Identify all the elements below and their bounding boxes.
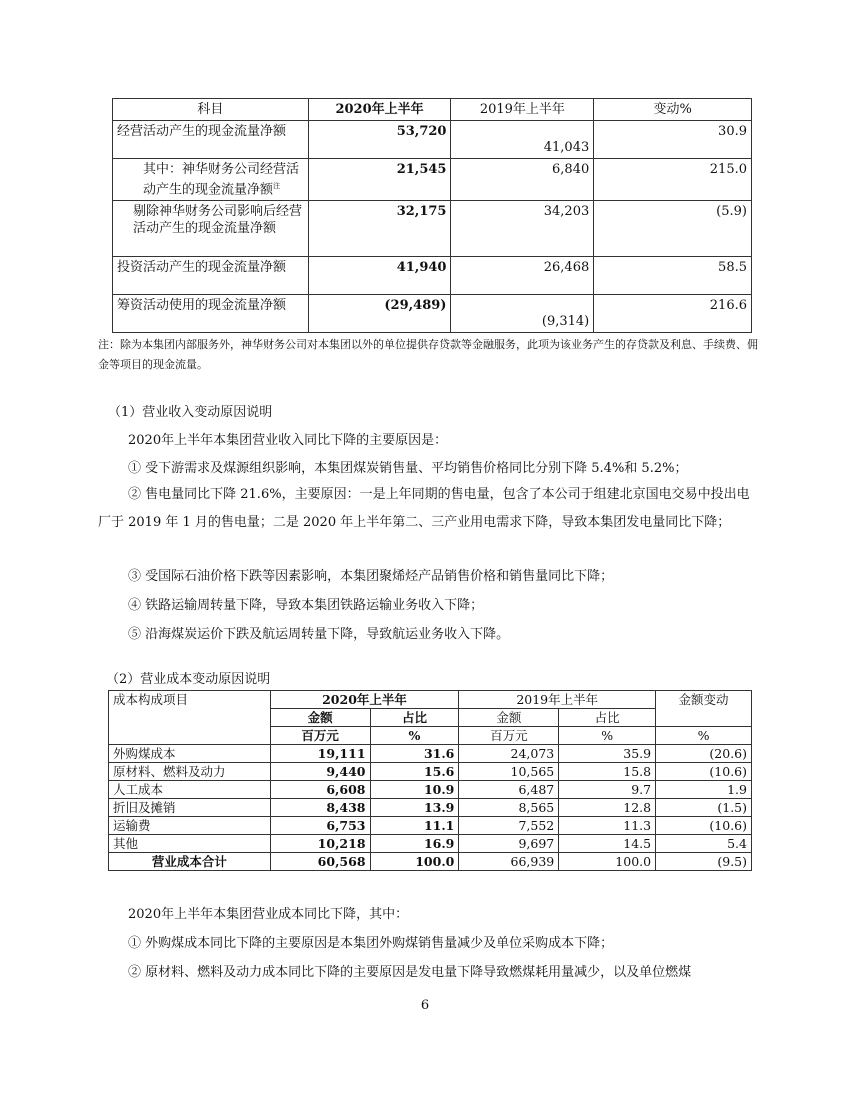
value-change: 216.6 bbox=[594, 295, 752, 333]
table-header-row bbox=[109, 691, 752, 709]
total-label: 营业成本合计 bbox=[109, 853, 271, 871]
header-amount: 金额 bbox=[459, 709, 559, 727]
amount-2020: 9,440 bbox=[270, 763, 370, 781]
header-subject: 科目 bbox=[113, 99, 309, 121]
table-row bbox=[113, 295, 752, 333]
row-label: 投资活动产生的现金流量净额 bbox=[113, 257, 309, 295]
section1-item: ② 售电量同比下降 21.6%，主要原因：一是上年同期的售电量，包含了本公司于组建北京国电交易中投出电厂于 2019 年 1 月的售电量；二是 2020 年上半年第二、三产业用电需求下降，导致本集团发电量同比下降； bbox=[98, 487, 750, 530]
value-2020: 21,545 bbox=[308, 159, 451, 201]
cash-flow-table bbox=[112, 98, 752, 333]
cost-table bbox=[108, 690, 752, 871]
value-2019: 6,840 bbox=[451, 159, 594, 201]
header-2020: 2020年上半年 bbox=[308, 99, 451, 121]
section1-heading: （1）营业收入变动原因说明 bbox=[108, 405, 273, 420]
header-unit: % bbox=[656, 727, 752, 745]
table-row bbox=[109, 817, 752, 835]
share-2020: 15.6 bbox=[370, 763, 459, 781]
page-number: 6 bbox=[420, 998, 430, 1013]
header-change: 变动% bbox=[594, 99, 752, 121]
footnote-marker: 注 bbox=[273, 182, 281, 190]
value-2019: 41,043 bbox=[451, 121, 594, 159]
row-label bbox=[113, 159, 309, 201]
value-2020: (29,489) bbox=[308, 295, 451, 333]
table-row bbox=[113, 201, 752, 257]
table-row bbox=[113, 257, 752, 295]
section2-intro: 2020年上半年本集团营业成本同比下降，其中： bbox=[128, 907, 409, 922]
share-2019: 9.7 bbox=[559, 781, 656, 799]
share-2019: 12.8 bbox=[559, 799, 656, 817]
table-header-row bbox=[113, 99, 752, 121]
value-change: 215.0 bbox=[594, 159, 752, 201]
table-row bbox=[109, 745, 752, 763]
amount-2020: 19,111 bbox=[270, 745, 370, 763]
section2-item: ① 外购煤成本同比下降的主要原因是本集团外购煤销售量减少及单位采购成本下降； bbox=[128, 936, 614, 951]
share-2019: 15.8 bbox=[559, 763, 656, 781]
row-label: 原材料、燃料及动力 bbox=[109, 763, 271, 781]
header-share: 占比 bbox=[370, 709, 459, 727]
table-row bbox=[113, 121, 752, 159]
value-2020: 41,940 bbox=[308, 257, 451, 295]
row-label: 折旧及摊销 bbox=[109, 799, 271, 817]
section1-item: ① 受下游需求及煤源组织影响，本集团煤炭销售量、平均销售价格同比分别下降 5.4%和 5.2%； bbox=[128, 461, 688, 476]
total-change: (9.5) bbox=[656, 853, 752, 871]
share-2019: 11.3 bbox=[559, 817, 656, 835]
section1-item: ⑤ 沿海煤炭运价下跌及航运周转量下降，导致航运业务收入下降。 bbox=[128, 627, 510, 642]
amount-2020: 6,608 bbox=[270, 781, 370, 799]
total-share-2019: 100.0 bbox=[559, 853, 656, 871]
amount-2019: 9,697 bbox=[459, 835, 559, 853]
header-unit: 百万元 bbox=[270, 727, 370, 745]
row-label: 外购煤成本 bbox=[109, 745, 271, 763]
amount-2020: 8,438 bbox=[270, 799, 370, 817]
value-2019: 26,468 bbox=[451, 257, 594, 295]
amount-2020: 6,753 bbox=[270, 817, 370, 835]
table-note: 注：除为本集团内部服务外，神华财务公司对本集团以外的单位提供存贷款等金融服务，此项为该业务产生的存贷款及利息、手续费、佣金等项目的现金流量。 bbox=[98, 338, 758, 371]
amount-2020: 10,218 bbox=[270, 835, 370, 853]
amount-2019: 24,073 bbox=[459, 745, 559, 763]
table-row bbox=[109, 799, 752, 817]
share-2020: 31.6 bbox=[370, 745, 459, 763]
amount-change: (20.6) bbox=[656, 745, 752, 763]
header-unit: 百万元 bbox=[459, 727, 559, 745]
amount-2019: 10,565 bbox=[459, 763, 559, 781]
table-row bbox=[109, 763, 752, 781]
section2-item: ② 原材料、燃料及动力成本同比下降的主要原因是发电量下降导致燃煤耗用量减少，以及单位燃煤 bbox=[128, 965, 692, 980]
row-label: 筹资活动使用的现金流量净额 bbox=[113, 295, 309, 333]
total-share-2020: 100.0 bbox=[370, 853, 459, 871]
header-change: 金额变动 bbox=[656, 691, 752, 727]
amount-change: (10.6) bbox=[656, 817, 752, 835]
row-label: 人工成本 bbox=[109, 781, 271, 799]
share-2019: 35.9 bbox=[559, 745, 656, 763]
share-2020: 13.9 bbox=[370, 799, 459, 817]
row-label-text: 其中：神华财务公司经营活动产生的现金流量净额 bbox=[143, 162, 300, 198]
header-unit: % bbox=[370, 727, 459, 745]
amount-change: 5.4 bbox=[656, 835, 752, 853]
header-2019: 2019年上半年 bbox=[459, 691, 656, 709]
row-label: 运输费 bbox=[109, 817, 271, 835]
amount-change: 1.9 bbox=[656, 781, 752, 799]
amount-2019: 7,552 bbox=[459, 817, 559, 835]
header-share: 占比 bbox=[559, 709, 656, 727]
amount-2019: 6,487 bbox=[459, 781, 559, 799]
value-change: 30.9 bbox=[594, 121, 752, 159]
amount-2019: 8,565 bbox=[459, 799, 559, 817]
share-2019: 14.5 bbox=[559, 835, 656, 853]
amount-change: (1.5) bbox=[656, 799, 752, 817]
total-amount-2020: 60,568 bbox=[270, 853, 370, 871]
header-item: 成本构成项目 bbox=[109, 691, 271, 745]
value-2019: 34,203 bbox=[451, 201, 594, 257]
header-2020: 2020年上半年 bbox=[270, 691, 459, 709]
section1-item: ④ 铁路运输周转量下降，导致本集团铁路运输业务收入下降； bbox=[128, 598, 484, 613]
section2-heading: （2）营业成本变动原因说明 bbox=[106, 672, 271, 687]
table-row bbox=[109, 781, 752, 799]
value-2019: (9,314) bbox=[451, 295, 594, 333]
value-change: (5.9) bbox=[594, 201, 752, 257]
total-amount-2019: 66,939 bbox=[459, 853, 559, 871]
row-label: 经营活动产生的现金流量净额 bbox=[113, 121, 309, 159]
section1-item: ③ 受国际石油价格下跌等因素影响，本集团聚烯烃产品销售价格和销售量同比下降； bbox=[128, 569, 614, 584]
share-2020: 16.9 bbox=[370, 835, 459, 853]
row-label: 其他 bbox=[109, 835, 271, 853]
header-2019: 2019年上半年 bbox=[451, 99, 594, 121]
row-label: 剔除神华财务公司影响后经营活动产生的现金流量净额 bbox=[113, 201, 309, 257]
header-amount: 金额 bbox=[270, 709, 370, 727]
value-2020: 53,720 bbox=[308, 121, 451, 159]
value-2020: 32,175 bbox=[308, 201, 451, 257]
value-change: 58.5 bbox=[594, 257, 752, 295]
table-total-row bbox=[109, 853, 752, 871]
header-unit: % bbox=[559, 727, 656, 745]
section1-intro: 2020年上半年本集团营业收入同比下降的主要原因是： bbox=[128, 433, 448, 448]
table-row bbox=[113, 159, 752, 201]
share-2020: 11.1 bbox=[370, 817, 459, 835]
amount-change: (10.6) bbox=[656, 763, 752, 781]
table-row bbox=[109, 835, 752, 853]
share-2020: 10.9 bbox=[370, 781, 459, 799]
